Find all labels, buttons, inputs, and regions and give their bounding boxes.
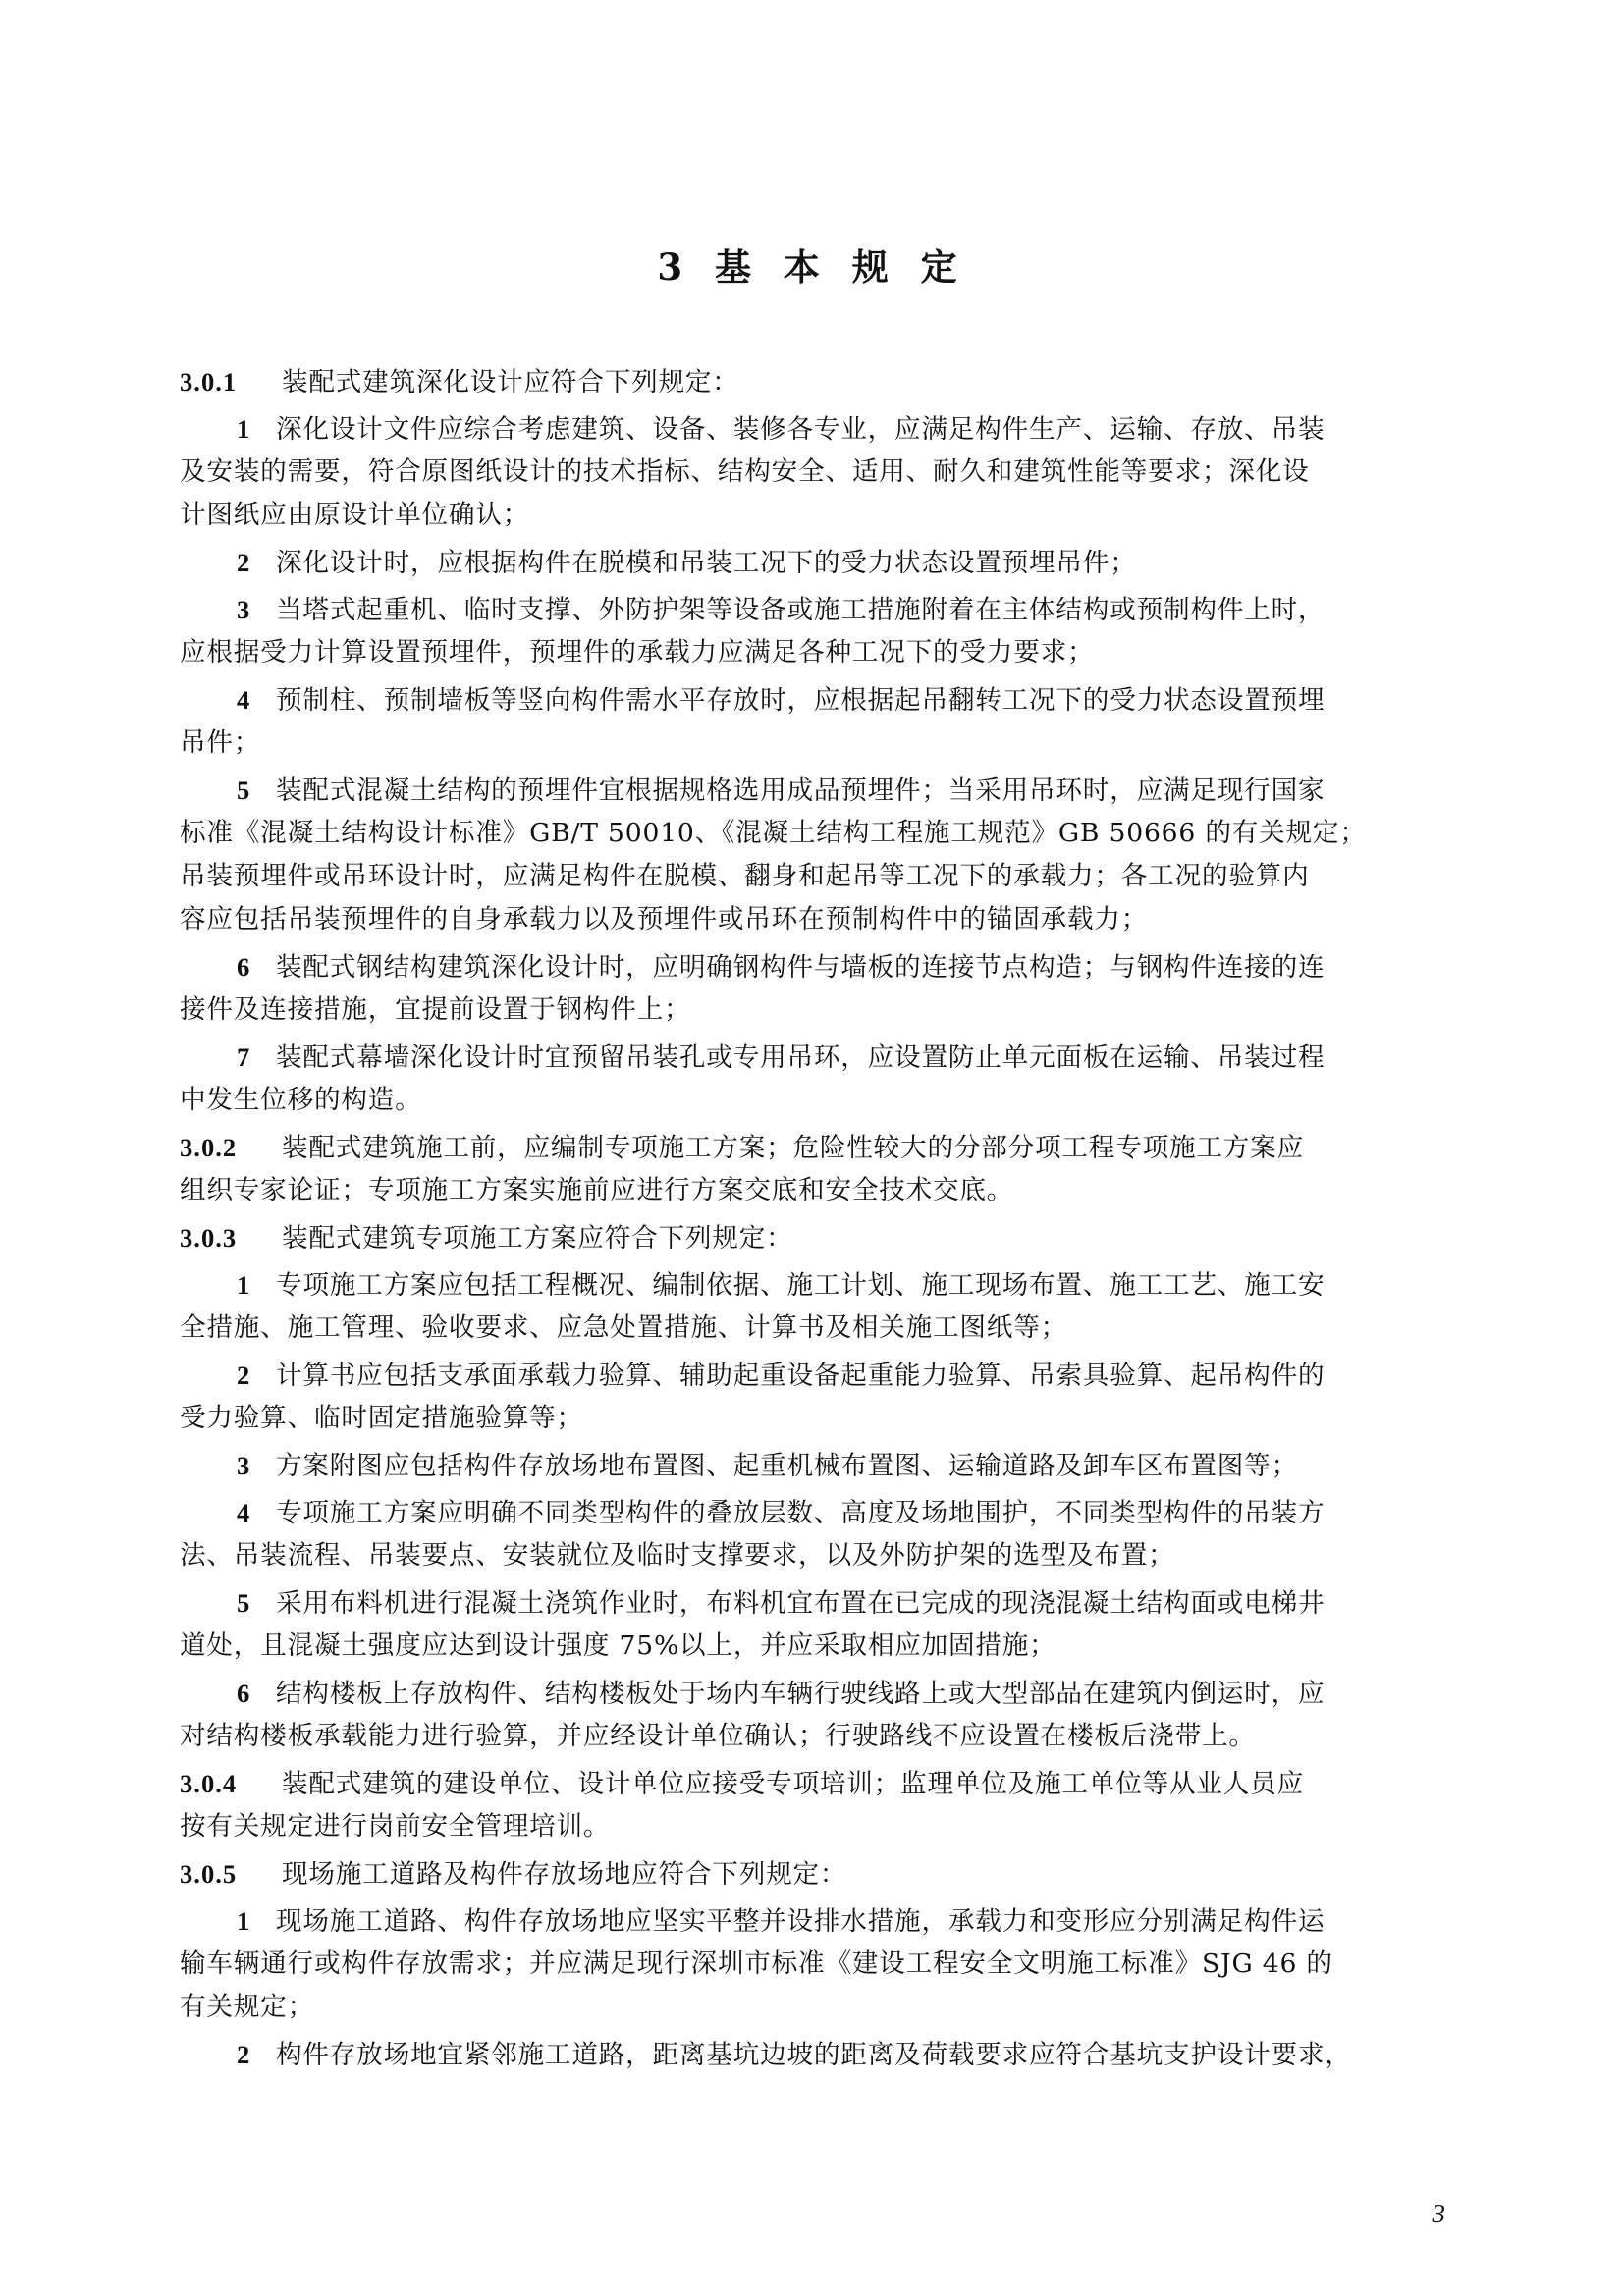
- item-number: 2: [237, 2040, 251, 2069]
- clause-number: 3.0.2: [180, 1133, 238, 1162]
- item-number: 7: [237, 1042, 251, 1072]
- clause-text: 装配式建筑专项施工方案应符合下列规定：: [282, 1223, 793, 1254]
- item-text-continued: 容应包括吊装预埋件的自身承载力以及预埋件或吊环在预制构件中的锚固承载力；: [180, 904, 1149, 934]
- list-item: [180, 2033, 1446, 2076]
- list-item: [180, 1263, 1446, 1307]
- clause-text: 装配式建筑的建设单位、设计单位应接受专项培训；监理单位及施工单位等从业人员应: [282, 1769, 1304, 1799]
- item-number: 5: [237, 775, 251, 805]
- item-text: 装配式幕墙深化设计时宜预留吊装孔或专用吊环，应设置防止单元面板在运输、吊装过程: [276, 1042, 1326, 1073]
- item-text: 计算书应包括支承面承载力验算、辅助起重设备起重能力验算、吊索具验算、起吊构件的: [276, 1361, 1326, 1391]
- clause-text-continued: 按有关规定进行岗前安全管理培训。: [180, 1811, 611, 1842]
- item-text: 深化设计文件应综合考虑建筑、设备、装修各专业，应满足构件生产、运输、存放、吊装: [276, 414, 1326, 445]
- item-number: 3: [237, 1451, 251, 1480]
- item-text-continued: 接件及连接措施，宜提前设置于钢构件上；: [180, 994, 691, 1025]
- item-text: 采用布料机进行混凝土浇筑作业时，布料机宜布置在已完成的现浇混凝土结构面或电梯井: [276, 1588, 1326, 1619]
- list-item: [180, 407, 1446, 451]
- clause-3-0-3: [180, 1216, 1446, 1259]
- clause-number: 3.0.4: [180, 1769, 238, 1798]
- list-item: [180, 588, 1446, 631]
- item-text: 构件存放场地宜紧邻施工道路，距离基坑边坡的距离及荷载要求应符合基坑支护设计要求，: [276, 2040, 1352, 2070]
- page-number: 3: [1432, 2199, 1445, 2228]
- clause-text: 装配式建筑施工前，应编制专项施工方案；危险性较大的分部分项工程专项施工方案应: [282, 1133, 1304, 1163]
- list-item: [180, 1354, 1446, 1397]
- item-number: 3: [237, 595, 251, 624]
- clause-number: 3.0.5: [180, 1859, 238, 1889]
- item-text-continued: 吊件；: [180, 727, 261, 758]
- item-number: 5: [237, 1588, 251, 1618]
- item-text-continued: 法、吊装流程、吊装要点、安装就位及临时支撑要求，以及外防护架的选型及布置；: [180, 1540, 1175, 1571]
- item-number: 2: [237, 548, 251, 577]
- clause-3-0-4: [180, 1762, 1446, 1805]
- item-text-continued: 输车辆通行或构件存放需求；并应满足现行深圳市标准《建设工程安全文明施工标准》SJG 46 的: [180, 1949, 1333, 1979]
- item-text-continued: 道处，且混凝土强度应达到设计强度 75%以上，并应采取相应加固措施；: [180, 1630, 1056, 1661]
- list-item: [180, 945, 1446, 988]
- item-text: 深化设计时，应根据构件在脱模和吊装工况下的受力状态设置预埋吊件；: [276, 548, 1137, 578]
- item-text-continued: 对结构楼板承载能力进行验算，并应经设计单位确认；行驶路线不应设置在楼板后浇带上。: [180, 1721, 1256, 1751]
- item-text-continued: 全措施、施工管理、验收要求、应急处置措施、计算书及相关施工图纸等；: [180, 1312, 1067, 1343]
- item-text-continued: 应根据受力计算设置预埋件，预埋件的承载力应满足各种工况下的受力要求；: [180, 637, 1095, 667]
- item-text: 现场施工道路、构件存放场地应坚实平整并设排水措施，承载力和变形应分别满足构件运: [276, 1906, 1326, 1937]
- clause-number: 3.0.1: [180, 367, 238, 397]
- item-text-continued: 吊装预埋件或吊环设计时，应满足构件在脱模、翻身和起吊等工况下的承载力；各工况的验算内: [180, 861, 1310, 891]
- item-text: 当塔式起重机、临时支撑、外防护架等设备或施工措施附着在主体结构或预制构件上时，: [276, 595, 1326, 625]
- clause-3-0-1: [180, 360, 1446, 403]
- item-text: 预制柱、预制墙板等竖向构件需水平存放时，应根据起吊翻转工况下的受力状态设置预埋: [276, 685, 1326, 716]
- content-body: [180, 360, 1446, 2076]
- item-text: 装配式钢结构建筑深化设计时，应明确钢构件与墙板的连接节点构造；与钢构件连接的连: [276, 952, 1326, 983]
- item-text-continued: 受力验算、临时固定措施验算等；: [180, 1403, 583, 1433]
- list-item: [180, 769, 1446, 812]
- item-text: 专项施工方案应包括工程概况、编制依据、施工计划、施工现场布置、施工工艺、施工安: [276, 1270, 1326, 1301]
- item-text-continued: 标准《混凝土结构设计标准》GB/T 50010、《混凝土结构工程施工规范》GB 50666 的有关规定；: [180, 818, 1367, 848]
- item-text-continued: 及安装的需要，符合原图纸设计的技术指标、结构安全、适用、耐久和建筑性能等要求；深化设: [180, 456, 1310, 487]
- item-number: 4: [237, 685, 251, 715]
- item-text-continued: 计图纸应由原设计单位确认；: [180, 500, 530, 530]
- clause-text: 现场施工道路及构件存放场地应符合下列规定：: [282, 1859, 847, 1890]
- item-text: 方案附图应包括构件存放场地布置图、起重机械布置图、运输道路及卸车区布置图等；: [276, 1451, 1298, 1481]
- list-item: [180, 1036, 1446, 1079]
- item-number: 1: [237, 414, 251, 444]
- clause-text: 装配式建筑深化设计应符合下列规定：: [282, 367, 739, 398]
- item-text: 结构楼板上存放构件、结构楼板处于场内车辆行驶线路上或大型部品在建筑内倒运时，应: [276, 1679, 1326, 1709]
- list-item: [180, 1581, 1446, 1625]
- item-number: 1: [237, 1270, 251, 1300]
- clause-3-0-5: [180, 1852, 1446, 1896]
- list-item: [180, 541, 1446, 584]
- item-number: 6: [237, 952, 251, 982]
- item-text-continued: 中发生位移的构造。: [180, 1085, 422, 1115]
- list-item: [180, 1491, 1446, 1534]
- clause-text-continued: 组织专家论证；专项施工方案实施前应进行方案交底和安全技术交底。: [180, 1175, 1014, 1205]
- item-text-continued: 有关规定；: [180, 1992, 314, 2022]
- clause-number: 3.0.3: [180, 1223, 238, 1253]
- item-text: 装配式混凝土结构的预埋件宜根据规格选用成品预埋件；当采用吊环时，应满足现行国家: [276, 775, 1326, 806]
- item-number: 1: [237, 1906, 251, 1936]
- item-number: 6: [237, 1679, 251, 1708]
- list-item: [180, 1672, 1446, 1715]
- chapter-title: 3 基 本 规 定: [657, 245, 967, 289]
- list-item: [180, 1899, 1446, 1943]
- list-item: [180, 1444, 1446, 1487]
- item-number: 2: [237, 1361, 251, 1390]
- list-item: [180, 678, 1446, 721]
- item-number: 4: [237, 1498, 251, 1527]
- clause-3-0-2: [180, 1126, 1446, 1169]
- item-text: 专项施工方案应明确不同类型构件的叠放层数、高度及场地围护，不同类型构件的吊装方: [276, 1498, 1326, 1528]
